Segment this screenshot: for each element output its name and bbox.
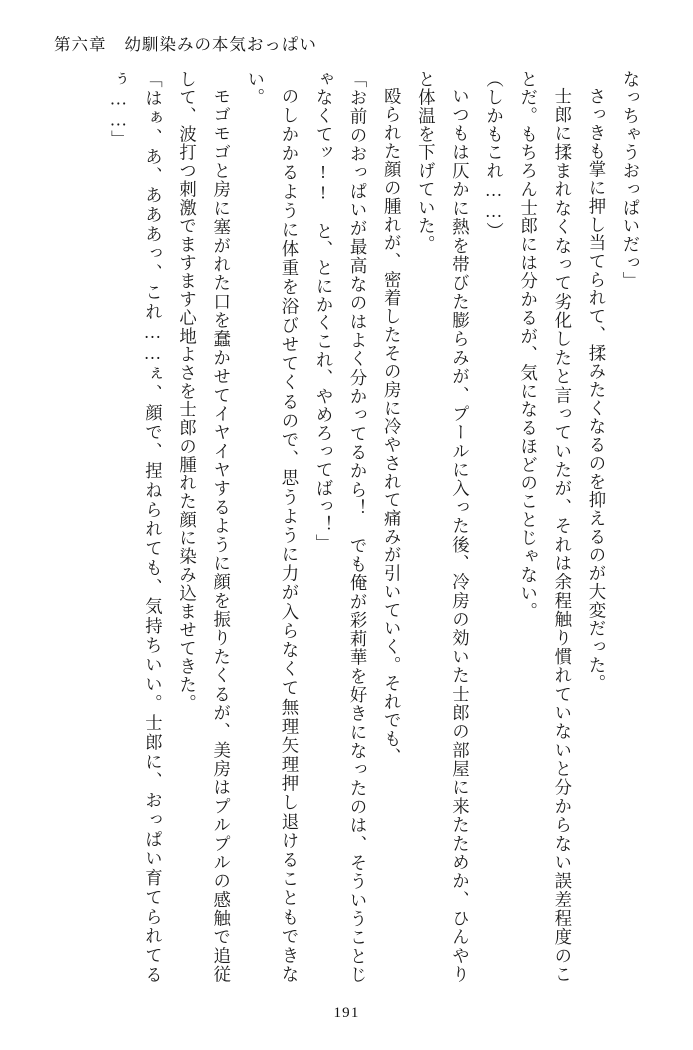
paragraph: モゴモゴと房に塞がれた口を蠢かせてイヤイヤするように顔を振りたくるが、美房はプルプルの感触で追従して、波打つ刺激でますます心地よさを士郎の腫れた顔に染み込ませてきた。 [176,70,231,984]
paragraph: 士郎に揉まれなくなって劣化したと言っていたが、それは余程触り慣れていないと分からない誤差程度のことだ。もちろん士郎には分かるが、気になるほどのことじゃない。 [517,70,572,984]
body-text [40,64,653,988]
paragraph: いつもは仄かに熱を帯びた膨らみが、プールに入った後、冷房の効いた士郎の部屋に来たためか、ひんやりと体温を下げていた。 [415,70,470,984]
paragraph: （しかもこれ……） [483,70,504,241]
paragraph: 殴られた顔の腫れが、密着したその房に冷やされて痛みが引いていく。それでも、 [381,87,402,767]
chapter-title: 幼馴染みの本気おっぱい [124,35,317,54]
paragraph: のしかかるように体重を浴びせてくるので、思うように力が入らなくて無理矢理押し退けることもできない。 [244,70,299,984]
paragraph: 「お前のおっぱいが最高なのはよく分かってるから！ でも俺が彩莉華を好きになったのは、そういうことじゃなくてッ!! と、とにかくこれ、やめろってばっ！」 [313,70,368,984]
page-number: 191 [333,1005,360,1021]
running-head [40,22,653,64]
paragraph: さっきも掌に押し当てられて、揉みたくなるのを抑えるのが大変だった。 [585,87,606,694]
paragraph: 「はぁ、あ、あああっ、これ……ぇ、顔で、捏ねられても、気持ちいい。士郎に、おっぱい育てられてるぅ……」 [108,70,163,984]
chapter-number: 第六章 [54,35,107,54]
paragraph: なっちゃうおっぱいだっ」 [620,70,640,291]
page-footer [40,988,653,1022]
